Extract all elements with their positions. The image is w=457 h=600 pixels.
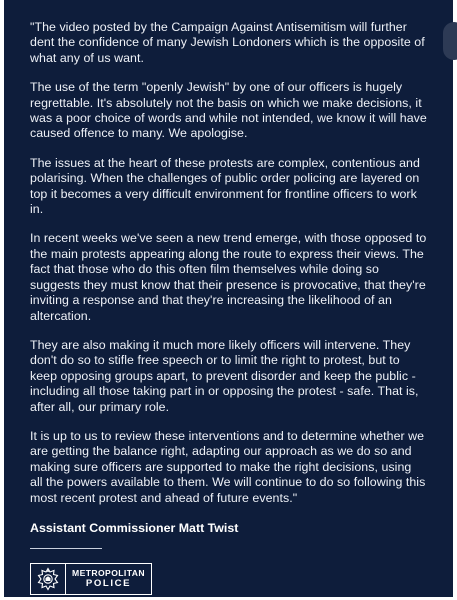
metropolitan-police-logo <box>30 563 152 595</box>
statement-paragraph-2: The use of the term "openly Jewish" by one of our officers is hugely regrettable. It's absolutely not the basis on which we make decisions, it was a poor choice of words and while not intended, we know it will have caused offence to many. We apologise. <box>30 80 427 141</box>
police-crest-icon <box>31 564 66 594</box>
carousel-next-button[interactable] <box>443 22 457 60</box>
statement-paragraph-6: It is up to us to review these interventions and to determine whether we are getting the balance right, adapting our approach as we do so and making sure officers are supported to make the right decisions, using all the powers available to them. We will continue to do so following this most recent protest and ahead of future events." <box>30 428 426 505</box>
statement-panel <box>4 0 453 597</box>
statement-signature: Assistant Commissioner Matt Twist <box>30 520 239 535</box>
logo-line-metropolitan: METROPOLITAN <box>72 568 145 579</box>
logo-wordmark <box>66 564 151 594</box>
signature-divider <box>30 548 102 549</box>
statement-paragraph-4: In recent weeks we've seen a new trend emerge, with those opposed to the main protests appearing along the route to express their views. The fact that those who do this often film themselves while doing so suggests they must know that their presence is provocative, that they're inviting a response and that they're increasing the likelihood of an altercation. <box>30 231 427 323</box>
logo-line-police: POLICE <box>85 578 132 590</box>
statement-paragraph-3: The issues at the heart of these protests are complex, contentious and polarising. When the challenges of public order policing are layered on top it becomes a very difficult environment for frontline officers to work in. <box>30 155 420 217</box>
statement-paragraph-5: They are also making it much more likely officers will intervene. They don't do so to stifle free speech or to limit the right to protest, but to keep opposing groups apart, to prevent disorder and keep the public - including all those taking part in or opposing the protest - safe. That is, after all, our primary role. <box>30 337 419 414</box>
statement-paragraph-1: "The video posted by the Campaign Against Antisemitism will further dent the confidence of many Jewish Londoners which is the opposite of what any of us want. <box>30 20 425 65</box>
